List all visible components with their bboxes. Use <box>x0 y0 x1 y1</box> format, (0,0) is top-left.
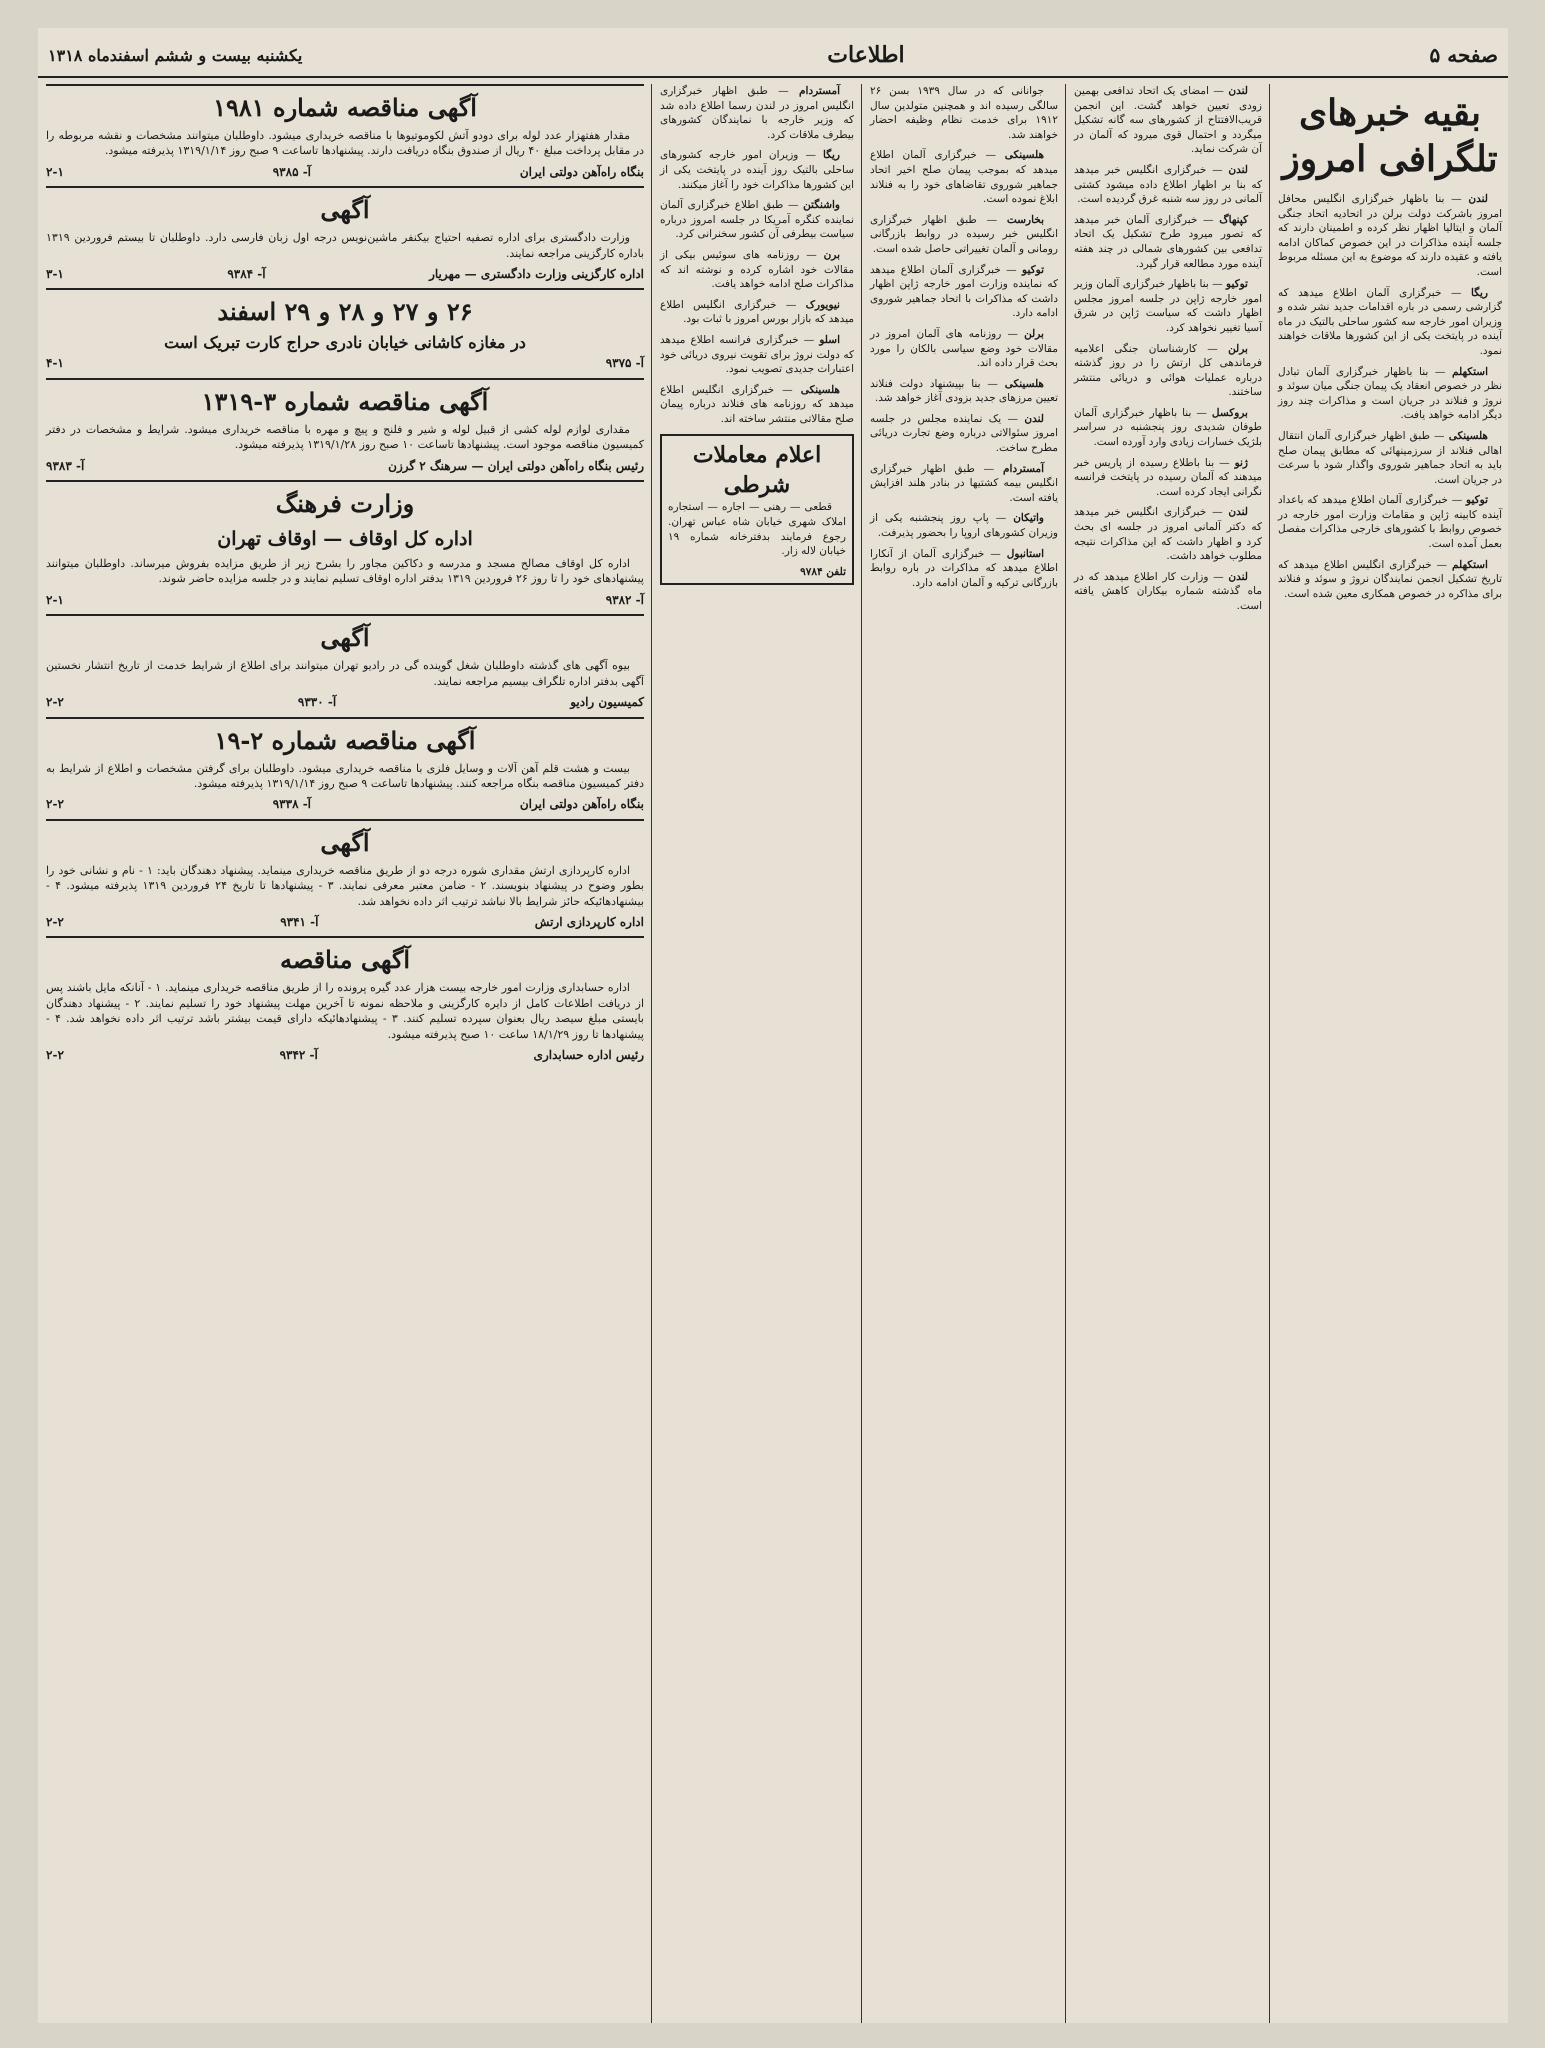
newspaper-name: اطلاعات <box>827 42 905 68</box>
notice-number: آ- ۹۳۸۳ <box>46 458 85 473</box>
news-text: پاپ روز پنجشنبه یکی از وزیران کشورهای اروپا را بحضور پذیرفت. <box>870 512 1058 540</box>
news-dateline: لندن <box>1228 506 1248 519</box>
news-text: بنا باظهار خبرگزاری آلمان تبادل نظر در خصوص انعقاد یک پیمان جنگی میان سوئد و نروژ و فنلاند در جریان است و مذاکرات چند روز دیگر ادامه خواهد یافت. <box>1278 365 1502 422</box>
notice-culture-ministry <box>46 480 644 608</box>
column-news-2 <box>1068 84 1268 2023</box>
news-text: خبرگزاری آلمان از آنکارا اطلاع میدهد که مذاکرات در باره روابط بازرگانی ترکیه و آلمان ادامه دارد. <box>870 547 1058 589</box>
news-text: بنا بپیشنهاد دولت فنلاند تعیین مرزهای جدید بزودی آغاز خواهد شد. <box>870 377 1058 405</box>
notice-ref: ۲-۲ <box>46 695 64 710</box>
notice-army-procurement <box>46 819 644 931</box>
notice-signature: اداره کارپردازی ارتش <box>534 914 644 929</box>
news-item: بروکسل — بنا باظهار خبرگزاری آلمان طوفان شدیدی روز پنجشنبه در سراسر بلژیک خسارات زیادی وارد آورده است. <box>1074 406 1262 449</box>
notice-number: آ- ۹۳۳۰ <box>297 695 337 710</box>
notice-number: آ- ۹۳۸۲ <box>605 592 644 607</box>
news-item: برن — روزنامه های سوئیس بیکی از مقالات خود اشاره کرده و نوشته اند که مذاکرات صلح ادامه خواهد یافت. <box>660 248 854 291</box>
notice-subtitle: در مغازه کاشانی خیابان نادری حراج کارت تبریک است <box>164 333 526 353</box>
news-text: بنا باظهار خبرگزاری انگلیس محافل امروز باشرکت دولت برلن در اتحادیه اتحاد جنگی آلمان و ایتالیا اظهار نظر کرده و اطمینان دارند که جلسه آینده مذاکرات در این خصوص کماکان ادامه یافته و عقیده دارند که موضوع به این مسئله مربوط است. <box>1278 193 1502 278</box>
news-dateline: ریگا <box>1471 286 1488 299</box>
news-dateline: اسلو <box>819 333 840 346</box>
notice-number: آ- ۹۳۸۵ <box>272 164 312 179</box>
news-text: خبرگزاری فرانسه اطلاع میدهد که دولت نروژ برای تقویت نیروی دریائی خود اعتبارات جدیدی تصویب نمود. <box>660 333 854 376</box>
notice-number: آ- ۹۳۸۴ <box>227 267 266 282</box>
conditional-deals-ad <box>660 434 854 585</box>
column-news-4 <box>654 84 860 2023</box>
news-dateline: استکهلم <box>1451 558 1488 571</box>
news-dateline: ریگا <box>823 149 840 162</box>
page-number: صفحه ۵ <box>1429 43 1498 67</box>
news-dateline: هلسینکی <box>1004 149 1044 162</box>
news-dateline: هلسینکی <box>800 383 840 396</box>
news-item: لندن — یک نماینده مجلس در جلسه امروز سئوالاتی درباره وضع تجارت دریائی مطرح ساخت. <box>870 412 1058 455</box>
news-item: آمستردام — طبق اظهار خبرگزاری انگلیس امروز در لندن رسما اطلاع داده شد که وزیر خارجه با نمایندگان کشورهای بیطرف ملاقات کرد. <box>660 85 854 141</box>
notice-signature: بنگاه راه‌آهن دولتی ایران <box>519 797 644 812</box>
notice-title: ۲۶ و ۲۷ و ۲۸ و ۲۹ اسفند <box>217 297 473 327</box>
news-dateline: برن <box>823 248 840 261</box>
news-dateline: آمستردام <box>799 85 840 97</box>
column-rule <box>1269 84 1270 2023</box>
columns <box>38 84 1508 2023</box>
news-text: جوانانی که در سال ۱۹۳۹ بسن ۲۶ سالگی رسیده اند و همچنین متولدین سال ۱۹۱۲ برای خدمت نظام وظیفه احضار خواهند شد. <box>870 85 1058 141</box>
notice-text: مقدار هفتهزار عدد لوله برای دودو آتش لکوموتیوها با مناقصه خریداری میشود. داوطلبان میتوانند مشخصات و نقشه مربوطه را در مقابل پرداخت مبلغ ۴۰ ریال از صندوق بنگاه دریافت دارند. پیشنهادها تاساعت ۹ صبح روز ۱۳۱۹/۱/۱۴ پذیرفته میشود. <box>46 129 644 158</box>
news-text: خبرگزاری انگلیس اطلاع میدهد که تاریخ تشکیل انجمن نمایندگان نروژ و سوئد و فنلاند برای مذاکره در خصوص همکاری معین شده است. <box>1278 558 1502 600</box>
news-text: بنا باظهار خبرگزاری آلمان وزیر امور خارجه ژاپن در جلسه امروز مجلس اظهار داشت که سیاست ژاپن در شرق آسیا تغییر نخواهد کرد. <box>1074 278 1262 334</box>
notice-ref: ۲-۱ <box>46 592 64 607</box>
ad-phone: تلفن ۹۷۸۴ <box>800 565 846 578</box>
news-dateline: لندن <box>1024 412 1044 425</box>
news-dateline: لندن <box>1228 570 1248 583</box>
news-dateline: هلسینکی <box>1448 429 1488 442</box>
news-text: خبرگزاری انگلیس خبر میدهد که دکتر آلمانی امروز در جلسه ای بحث کرد و اظهار داشت که این مذاکرات نتیجه مطلوب خواهد داشت. <box>1074 506 1262 563</box>
news-dateline: استکهلم <box>1452 365 1488 378</box>
news-item: واشنگتن — طبق اطلاع خبرگزاری آلمان نماینده کنگره آمریکا در جلسه امروز درباره سیاست بیطرفی آن کشور سخنرانی کرد. <box>660 199 854 241</box>
news-dateline: برلن <box>1024 327 1044 340</box>
news-item: لندن — امضای یک اتحاد تدافعی بهمین زودی تعیین خواهد گشت. این انجمن قریب‌الافتتاح از کشورهای سه گانه تشکیل میگردد و احتمال قوی میرود که آلمان در آن شرکت نماید. <box>1074 85 1262 156</box>
news-dateline: بخارست <box>1006 213 1044 226</box>
column-telegraph <box>1272 84 1508 2023</box>
notice-ref: ۴-۱ <box>46 356 64 371</box>
news-text: خبرگزاری آلمان اطلاع میدهد که باعداد آینده کابینه ژاپن و مقامات وزارت امور خارجه در خصوص روابط با کشورهای خارجی مذاکرات مفصل بعمل آمده است. <box>1278 494 1502 551</box>
news-item: ژنو — بنا باطلاع رسیده از پاریس خبر میدهند که آلمان رسیده در پایتخت فرانسه نگرانی ایجاد کرده است. <box>1074 456 1262 498</box>
news-item: لندن — بنا باظهار خبرگزاری انگلیس محافل امروز باشرکت دولت برلن در اتحادیه اتحاد جنگی آلمان و ایتالیا اظهار نظر کرده و اطمینان دارند که جلسه آینده مذاکرات در این خصوص کماکان ادامه یافته و عقیده دارند که موضوع به این مسئله مربوط است. <box>1278 193 1502 278</box>
news-text: طبق اظهار خبرگزاری انگلیس بیمه کشتیها در بنادر هلند افزایش یافته است. <box>870 462 1058 504</box>
issue-date: یکشنبه بیست و ششم اسفندماه ۱۳۱۸ <box>48 45 303 65</box>
news-item: ریگا — وزیران امور خارجه کشورهای ساحلی بالتیک روز آینده در پایتخت یکی از این کشورها مذاکرات خود را آغاز میکنند. <box>660 149 854 191</box>
news-text: طبق اظهار خبرگزاری انگلیس امروز در لندن رسما اطلاع داده شد که وزیر خارجه با نمایندگان کشورهای بیطرف ملاقات کرد. <box>660 85 854 141</box>
news-item: هلسینکی — خبرگزاری آلمان اطلاع میدهد که بموجب پیمان صلح اخیر اتحاد جماهیر شوروی تقاضاهای خود را به فنلاند ابلاغ نموده است. <box>870 149 1058 206</box>
notice-title: آگهی مناقصه شماره ۲-۱۹ <box>214 725 476 755</box>
news-text: وزارت کار اطلاع میدهد که در ماه گذشته شماره بیکاران کاهش یافته است. <box>1074 570 1262 612</box>
notice-ref: ۲-۲ <box>46 914 64 929</box>
notice-justice <box>46 186 644 282</box>
notice-text: بیست و هشت قلم آهن آلات و وسایل فلزی با مناقصه خریداری میشود. داوطلبان برای گرفتن مشخصات و اطلاع از شرایط به دفتر کمیسیون مناقصه بنگاه مراجعه کنند. پیشنهادها تاساعت ۹ صبح روز ۱۳۱۹/۱/۱۴ پذیرفته میشود. <box>46 761 644 790</box>
news-text: خبرگزاری انگلیس خبر میدهد که بنا بر اظهار اطلاع داده میشود کشتی آلمانی در روز سه شنبه غرق گردیده است. <box>1074 163 1262 206</box>
news-item: برلن — کارشناسان جنگی اعلامیه فرماندهی کل ارتش را در روز گذشته درباره عملیات هوائی و دریائی منتشر ساختند. <box>1074 342 1262 399</box>
notice-foreign-ministry-tender <box>46 936 644 1063</box>
news-dateline: ژنو <box>1234 456 1248 469</box>
notice-title: آگهی <box>320 623 370 653</box>
news-items-3 <box>870 84 1058 590</box>
notice-title: آگهی <box>320 195 370 225</box>
notice-tender-1981 <box>46 84 644 180</box>
telegraph-items <box>1278 192 1502 601</box>
ad-text: قطعی — رهنی — اجاره — استجاره املاک شهری خیابان شاه عباس تهران. رجوع فرمایند بدفترخانه شماره ۱۹ خیابان لاله زار. <box>668 501 846 558</box>
news-text: خبرگزاری آلمان اطلاع میدهد که بموجب پیمان صلح اخیر اتحاد جماهیر شوروی تقاضاهای خود را به فنلاند ابلاغ نموده است. <box>870 149 1058 206</box>
news-item: واتیکان — پاپ روز پنجشنبه یکی از وزیران کشورهای اروپا را بحضور پذیرفت. <box>870 512 1058 540</box>
notice-number: آ- ۹۳۳۸ <box>272 797 312 812</box>
notice-title: آگهی مناقصه شماره ۱۹۸۱ <box>213 93 477 122</box>
column-rule <box>861 84 862 2023</box>
news-text: کارشناسان جنگی اعلامیه فرماندهی کل ارتش را در روز گذشته درباره عملیات هوائی و دریائی منتشر ساختند. <box>1074 342 1262 399</box>
news-item: هلسینکی — طبق اظهار خبرگزاری آلمان انتقال اهالی فنلاند از سرزمینهائی که مطابق پیمان صلح باید به اتحاد جماهیر شوروی واگذار شود با سرعت در جریان است. <box>1278 429 1502 486</box>
notice-number: آ- ۹۳۷۵ <box>605 356 644 371</box>
notice-text: وزارت دادگستری برای اداره تصفیه احتیاج بیکنفر ماشین‌نویس درجه اول زبان فارسی دارد. داوطلبان تا بیستم فروردین ۱۳۱۹ باداره کارگزینی مراجعه نمایند. <box>46 231 644 260</box>
notice-signature: اداره کارگزینی وزارت دادگستری — مهریار <box>429 267 644 282</box>
notice-subtitle: اداره کل اوقاف — اوقاف تهران <box>217 528 473 551</box>
notice-ref: ۲-۱ <box>46 164 64 179</box>
news-text: طبق اظهار خبرگزاری آلمان انتقال اهالی فنلاند از سرزمینهائی که مطابق پیمان صلح باید به اتحاد جماهیر شوروی واگذار شود با سرعت در جریان است. <box>1278 429 1502 486</box>
news-item: استکهلم — خبرگزاری انگلیس اطلاع میدهد که تاریخ تشکیل انجمن نمایندگان نروژ و سوئد و فنلاند برای مذاکره در خصوص همکاری معین شده است. <box>1278 558 1502 600</box>
notice-title: آگهی مناقصه شماره ۳-۱۳۱۹ <box>201 386 489 416</box>
notice-auction-esfand <box>46 288 644 371</box>
notice-text: اداره حسابداری وزارت امور خارجه بیست هزار عدد گیره پرونده را از طریق مناقصه خریداری مینماید. ۱ - آنانکه مایل باشند پس از دریافت اطلاعات کامل از دایره کارگزینی و ملاحظه نمونه تا آخرین مهلت پیشنهاد خود را تسلیم نمایند. ۲ - پیشنهاد دهندگان بایستی مبلغ سیصد ریال بعنوان سپرده تسلیم کنند. ۳ - پیشنهادهائیکه دارای قیمت بیشتر باشد ترتیب اثر داده نخواهد شد. ۴ - پیشنهادها تا روز ۱۸/۱/۲۹ ساعت ۱۰ صبح پذیرفته میشود. <box>46 981 645 1041</box>
news-dateline: برلن <box>1228 342 1248 355</box>
news-dateline: لندن <box>1228 163 1248 176</box>
news-text: خبرگزاری آلمان اطلاع میدهد که نماینده وزارت امور خارجه ژاپن اظهار داشت که مذاکرات با اتحاد جماهیر شوروی ادامه دارد. <box>870 263 1058 320</box>
notice-text: اداره کارپردازی ارتش مقداری شوره درجه دو از طریق مناقصه خریداری مینماید. پیشنهاد دهندگان باید: ۱ - نام و نشانی خود را بطور وضوح در پیشنهاد بنویسند. ۲ - ضامن معتبر معرفی نمایند. ۳ - پیشنهادها تا تاریخ ۲۴ فروردین ۱۳۱۹ پذیرفته میشود. ۴ - بیشنهادهائیکه حائز شرایط بالا نباشد ترتیب اثر داده نخواهد شد. <box>46 863 644 908</box>
news-dateline: نیویورک <box>805 298 840 311</box>
news-dateline: توکیو <box>1226 278 1248 291</box>
masthead <box>38 34 1508 78</box>
notice-signature: رئیس بنگاه راه‌آهن دولتی ایران — سرهنگ ۲ گرزن <box>388 458 644 473</box>
news-item: کپنهاگ — خبرگزاری آلمان خبر میدهد که تصور میرود طرح تشکیل یک اتحاد تدافعی بین کشورهای شمالی در چند هفته آینده مورد مطالعه قرار گیرد. <box>1074 213 1262 270</box>
column-notices <box>40 84 650 2023</box>
news-text: بنا باظهار خبرگزاری آلمان طوفان شدیدی روز پنجشنبه در سراسر بلژیک خسارات زیادی وارد آورده است. <box>1074 406 1262 449</box>
news-item: توکیو — بنا باظهار خبرگزاری آلمان وزیر امور خارجه ژاپن در جلسه امروز مجلس اظهار داشت که سیاست ژاپن در شرق آسیا تغییر نخواهد کرد. <box>1074 278 1262 334</box>
news-item: برلن — روزنامه های آلمان امروز در مقالات خود وضع سیاسی بالکان را مورد بحث قرار داده اند. <box>870 327 1058 370</box>
news-dateline: توکیو <box>1466 494 1488 507</box>
news-item: نیویورک — خبرگزاری انگلیس اطلاع میدهد که بازار بورس امروز با ثبات بود. <box>660 298 854 326</box>
news-dateline: کپنهاگ <box>1219 213 1248 226</box>
notice-text: اداره کل اوقاف مصالح مسجد و مدرسه و دکاکین مجاور را بشرح زیر از طریق مزایده بفروش میرساند. داوطلبان میتوانند پیشنهادهای خود را تا روز ۲۶ فروردین ۱۳۱۹ بدفتر اداره اوقاف تسلیم نمایند و در جلسه مزایده حاضر شوند. <box>46 557 644 586</box>
news-text: وزیران امور خارجه کشورهای ساحلی بالتیک روز آینده در پایتخت یکی از این کشورها مذاکرات خود را آغاز میکنند. <box>660 149 854 191</box>
news-dateline: واشنگتن <box>803 199 840 212</box>
news-item: توکیو — خبرگزاری آلمان اطلاع میدهد که نماینده وزارت امور خارجه ژاپن اظهار داشت که مذاکرات با اتحاد جماهیر شوروی ادامه دارد. <box>870 263 1058 320</box>
notice-ref: ۲-۲ <box>46 797 64 812</box>
notice-title: آگهی <box>320 827 370 857</box>
news-item: هلسینکی — خبرگزاری انگلیس اطلاع میدهد که روزنامه های فنلاند درباره پیمان صلح مقالاتی منتشر ساخته اند. <box>660 383 854 425</box>
news-text: روزنامه های سوئیس بیکی از مقالات خود اشاره کرده و نوشته اند که مذاکرات صلح ادامه خواهد یافت. <box>660 248 854 291</box>
news-item: لندن — خبرگزاری انگلیس خبر میدهد که بنا بر اظهار اطلاع داده میشود کشتی آلمانی در روز سه شنبه غرق گردیده است. <box>1074 163 1262 206</box>
news-dateline: لندن <box>1468 193 1488 205</box>
column-news-3 <box>864 84 1064 2023</box>
notice-tender-3-1319 <box>46 378 644 474</box>
news-dateline: استانبول <box>1006 547 1044 560</box>
notice-signature: رئیس اداره حسابداری <box>533 1047 644 1062</box>
news-item: بخارست — طبق اظهار خبرگزاری انگلیس خبر رسیده در روابط بازرگانی رومانی و آلمان تغییراتی حاصل شده است. <box>870 213 1058 255</box>
newspaper-page <box>38 28 1508 2023</box>
news-text: روزنامه های آلمان امروز در مقالات خود وضع سیاسی بالکان را مورد بحث قرار داده اند. <box>870 327 1058 370</box>
notice-signature: کمیسیون رادیو <box>570 695 644 710</box>
news-item: توکیو — خبرگزاری آلمان اطلاع میدهد که باعداد آینده کابینه ژاپن و مقامات وزارت امور خارجه در خصوص روابط با کشورهای خارجی مذاکرات مفصل بعمل آمده است. <box>1278 494 1502 551</box>
notice-ref: ۳-۱ <box>46 267 64 282</box>
notice-radio <box>46 614 644 710</box>
news-item <box>870 84 1058 142</box>
news-dateline: واتیکان <box>1013 512 1044 525</box>
news-dateline: لندن <box>1228 85 1248 97</box>
news-text: بنا باطلاع رسیده از پاریس خبر میدهند که آلمان رسیده در پایتخت فرانسه نگرانی ایجاد کرده است. <box>1074 456 1262 498</box>
news-item: آمستردام — طبق اظهار خبرگزاری انگلیس بیمه کشتیها در بنادر هلند افزایش یافته است. <box>870 462 1058 504</box>
notice-number: آ- ۹۳۴۱ <box>280 914 319 929</box>
news-text: امضای یک اتحاد تدافعی بهمین زودی تعیین خواهد گشت. این انجمن قریب‌الافتتاح از کشورهای سه گانه تشکیل میگردد و احتمال قوی میرود که آلمان در آن شرکت نماید. <box>1074 85 1262 156</box>
news-text: خبرگزاری انگلیس اطلاع میدهد که روزنامه های فنلاند درباره پیمان صلح مقالاتی منتشر ساخته اند. <box>660 383 854 425</box>
news-text: طبق اطلاع خبرگزاری آلمان نماینده کنگره آمریکا در جلسه امروز درباره سیاست بیطرفی آن کشور سخنرانی کرد. <box>660 199 854 241</box>
news-dateline: آمستردام <box>1003 462 1044 475</box>
news-text: طبق اظهار خبرگزاری انگلیس خبر رسیده در روابط بازرگانی رومانی و آلمان تغییراتی حاصل شده است. <box>870 213 1058 255</box>
notice-number: آ- ۹۳۴۲ <box>279 1047 318 1062</box>
column-rule <box>651 84 652 2023</box>
news-text: خبرگزاری آلمان خبر میدهد که تصور میرود طرح تشکیل یک اتحاد تدافعی بین کشورهای شمالی در چند هفته آینده مورد مطالعه قرار گیرد. <box>1074 213 1262 270</box>
notice-ref: ۲-۲ <box>46 1047 64 1062</box>
news-items-4 <box>660 84 854 426</box>
news-items-2 <box>1074 84 1262 614</box>
news-item: لندن — خبرگزاری انگلیس خبر میدهد که دکتر آلمانی امروز در جلسه ای بحث کرد و اظهار داشت که این مذاکرات نتیجه مطلوب خواهد داشت. <box>1074 506 1262 563</box>
notice-title: وزارت فرهنگ <box>275 489 415 519</box>
news-item: استانبول — خبرگزاری آلمان از آنکارا اطلاع میدهد که مذاکرات در باره روابط بازرگانی ترکیه و آلمان ادامه دارد. <box>870 547 1058 589</box>
news-dateline: توکیو <box>1022 263 1044 276</box>
notice-tender-2-19 <box>46 717 644 813</box>
news-text: خبرگزاری آلمان اطلاع میدهد که گزارشی رسمی در باره اقدامات جدید نشر شده و وزیران امور خارجه سه کشور ساحلی بالتیک در ماه آینده در پایتخت یکی از این کشورها ملاقات خواهند نمود. <box>1278 286 1502 357</box>
news-text: یک نماینده مجلس در جلسه امروز سئوالاتی درباره وضع تجارت دریائی مطرح ساخت. <box>870 412 1058 455</box>
news-item: لندن — وزارت کار اطلاع میدهد که در ماه گذشته شماره بیکاران کاهش یافته است. <box>1074 570 1262 612</box>
news-text: خبرگزاری انگلیس اطلاع میدهد که بازار بورس امروز با ثبات بود. <box>660 298 854 326</box>
notice-title: آگهی مناقصه <box>279 945 411 975</box>
column-rule <box>1065 84 1066 2023</box>
news-dateline: بروکسل <box>1211 406 1248 419</box>
notice-signature: بنگاه راه‌آهن دولتی ایران <box>519 164 644 179</box>
ad-title: اعلام معاملات شرطی <box>692 442 822 499</box>
notice-text: مقداری لوازم لوله کشی از قبیل لوله و شیر و فلنج و پیچ و مهره با مناقصه خریداری میشود. شرایط و مشخصات در دفتر کمیسیون مناقصه موجود است. پیشنهادها تاساعت ۱۰ صبح روز ۱۳۱۹/۱/۲۸ پذیرفته میشود. <box>46 422 644 452</box>
news-item: استکهلم — بنا باظهار خبرگزاری آلمان تبادل نظر در خصوص انعقاد یک پیمان جنگی میان سوئد و نروژ و فنلاند در جریان است و مذاکرات چند روز دیگر ادامه خواهد یافت. <box>1278 365 1502 422</box>
news-item: اسلو — خبرگزاری فرانسه اطلاع میدهد که دولت نروژ برای تقویت نیروی دریائی خود اعتبارات جدیدی تصویب نمود. <box>660 333 854 376</box>
telegraph-headline: بقیه خبرهای تلگرافی امروز <box>1282 92 1498 180</box>
notice-text: بیوه آگهی های گذشته داوطلبان شغل گوینده گی در رادیو تهران میتوانند برای اطلاع از شرایط خدمت از تاریخ انتشار نخستین آگهی بدفتر اداره تلگراف بیسیم مراجعه نمایند. <box>46 659 644 688</box>
news-item: هلسینکی — بنا بپیشنهاد دولت فنلاند تعیین مرزهای جدید بزودی آغاز خواهد شد. <box>870 377 1058 405</box>
news-dateline: هلسینکی <box>1004 377 1044 390</box>
news-item: ریگا — خبرگزاری آلمان اطلاع میدهد که گزارشی رسمی در باره اقدامات جدید نشر شده و وزیران امور خارجه سه کشور ساحلی بالتیک در ماه آینده در پایتخت یکی از این کشورها ملاقات خواهند نمود. <box>1278 286 1502 357</box>
